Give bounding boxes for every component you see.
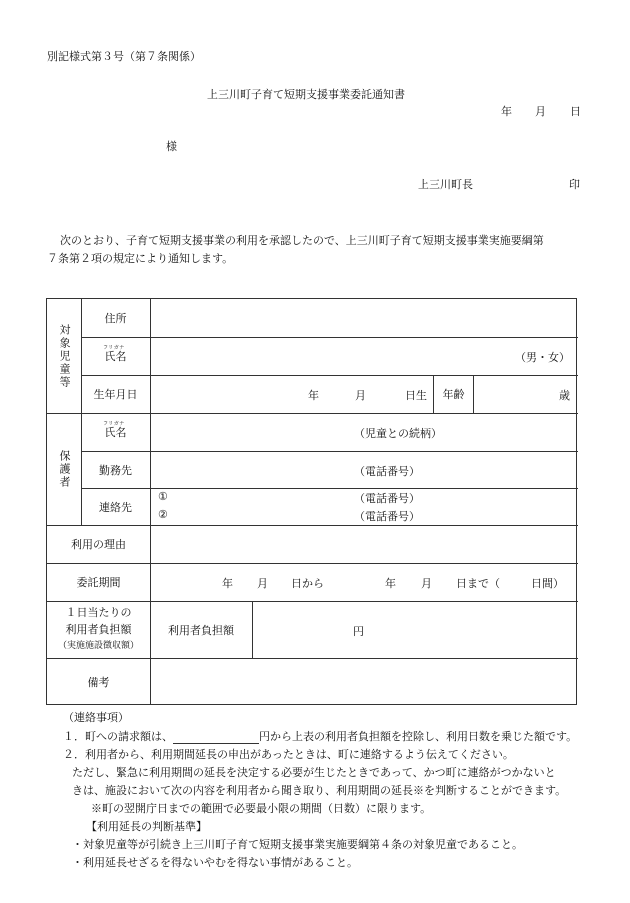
form-number: 別記様式第３号（第７条関係） xyxy=(47,50,201,63)
daily-burden-line-1: １日当たりの xyxy=(65,606,132,619)
claim-amount-blank[interactable] xyxy=(173,732,259,744)
daily-burden-label xyxy=(47,601,150,658)
workplace-phone-label: （電話番号） xyxy=(354,465,420,478)
daily-burden-line-3: （実施施設徴収額） xyxy=(57,641,139,651)
note-2: ２．利用者から、利用期間延長の申出があったときは、町に連絡するよう伝えてください。 xyxy=(63,748,514,761)
note-2-line-a: ただし、緊急に利用期間の延長を決定する必要が生じたときであって、かつ町に連絡がつかないと xyxy=(72,766,556,779)
note-1-suffix: 円から上表の利用者負担額を控除し、利用日数を乗じた額です。 xyxy=(259,730,578,743)
age-field[interactable] xyxy=(474,375,578,413)
criteria-2: ・利用延長せざるを得ないやむを得ない事情があること。 xyxy=(72,856,358,869)
period-from-day: 日から xyxy=(291,577,324,590)
period-days: 日間） xyxy=(531,577,564,590)
birth-month: 月 xyxy=(355,389,366,402)
period-from-year: 年 xyxy=(222,577,233,590)
furigana-label: フリガナ xyxy=(103,345,125,351)
relation-label: （児童との続柄） xyxy=(354,427,442,440)
criteria-heading: 【利用延長の判断基準】 xyxy=(86,820,207,833)
daily-burden-line-2: 利用者負担額 xyxy=(65,623,132,636)
date-year: 年 xyxy=(501,105,512,118)
period-to-day: 日まで（ xyxy=(456,577,500,590)
seal-mark: 印 xyxy=(569,178,580,191)
period-to-year: 年 xyxy=(385,577,396,590)
child-name-field[interactable] xyxy=(150,337,578,375)
remarks-field[interactable] xyxy=(150,658,578,705)
birthdate-field[interactable] xyxy=(150,375,433,413)
reason-field[interactable] xyxy=(150,525,578,563)
remarks-label: 備考 xyxy=(87,675,110,689)
child-name-label xyxy=(81,337,150,375)
user-burden-field[interactable] xyxy=(253,601,578,658)
contact-2-phone-label: （電話番号） xyxy=(354,510,420,523)
intro-line-2: ７条第２項の規定により通知します。 xyxy=(47,252,234,265)
guardian-name-field[interactable] xyxy=(150,413,578,451)
notes-heading: （連絡事項） xyxy=(63,711,129,724)
addressee-suffix: 様 xyxy=(166,140,177,153)
note-2-line-c: ※町の翌開庁日までの範囲で必要最小限の期間（日数）に限ります。 xyxy=(91,802,432,815)
birth-year: 年 xyxy=(308,389,319,402)
guardian-name-text: 氏名 xyxy=(104,426,127,439)
criteria-1: ・対象児童等が引続き上三川町子育て短期支援事業実施要綱第４条の対象児童であること。 xyxy=(72,838,523,851)
issuer: 上三川町長 xyxy=(418,178,473,191)
contact-label: 連絡先 xyxy=(99,500,132,514)
guardian-section-label: 保護者 xyxy=(58,449,71,489)
guardian-name-label xyxy=(81,413,150,451)
note-2-line-b: きは、施設において次の内容を利用者から聞き取り、利用期間の延長※を判断することができます。 xyxy=(72,784,567,797)
period-from-month: 月 xyxy=(257,577,268,590)
age-unit: 歳 xyxy=(559,389,570,402)
child-name-text: 氏名 xyxy=(104,350,127,363)
document-title: 上三川町子育て短期支援事業委託通知書 xyxy=(207,88,405,101)
address-field[interactable] xyxy=(150,299,578,337)
period-field[interactable] xyxy=(150,563,578,601)
period-label: 委託期間 xyxy=(76,576,121,589)
gender-select[interactable]: （男・女） xyxy=(515,351,570,364)
workplace-label: 勤務先 xyxy=(99,463,132,477)
birth-day: 日生 xyxy=(405,389,427,402)
birthdate-label: 生年月日 xyxy=(93,388,138,401)
user-burden-label: 利用者負担額 xyxy=(168,623,234,637)
note-1-prefix: １．町への請求額は、 xyxy=(63,730,173,743)
reason-label: 利用の理由 xyxy=(71,538,126,551)
yen-unit: 円 xyxy=(353,625,364,638)
contact-1-marker: ① xyxy=(158,490,168,503)
date-month: 月 xyxy=(535,105,546,118)
guardian-furigana-label: フリガナ xyxy=(103,421,125,427)
contact-2-marker: ② xyxy=(158,508,168,521)
intro-line-1: 次のとおり、子育て短期支援事業の利用を承認したので、上三川町子育て短期支援事業実施要綱第 xyxy=(60,234,544,247)
address-label: 住所 xyxy=(104,312,127,325)
note-1 xyxy=(63,728,577,744)
period-to-month: 月 xyxy=(421,577,432,590)
child-section-label: 対象児童等 xyxy=(58,323,71,389)
workplace-field[interactable] xyxy=(150,451,578,488)
date-day: 日 xyxy=(570,105,581,118)
application-table xyxy=(46,298,577,705)
age-label: 年齢 xyxy=(442,388,465,401)
contact-1-phone-label: （電話番号） xyxy=(354,492,420,505)
contact-field[interactable] xyxy=(150,488,578,525)
